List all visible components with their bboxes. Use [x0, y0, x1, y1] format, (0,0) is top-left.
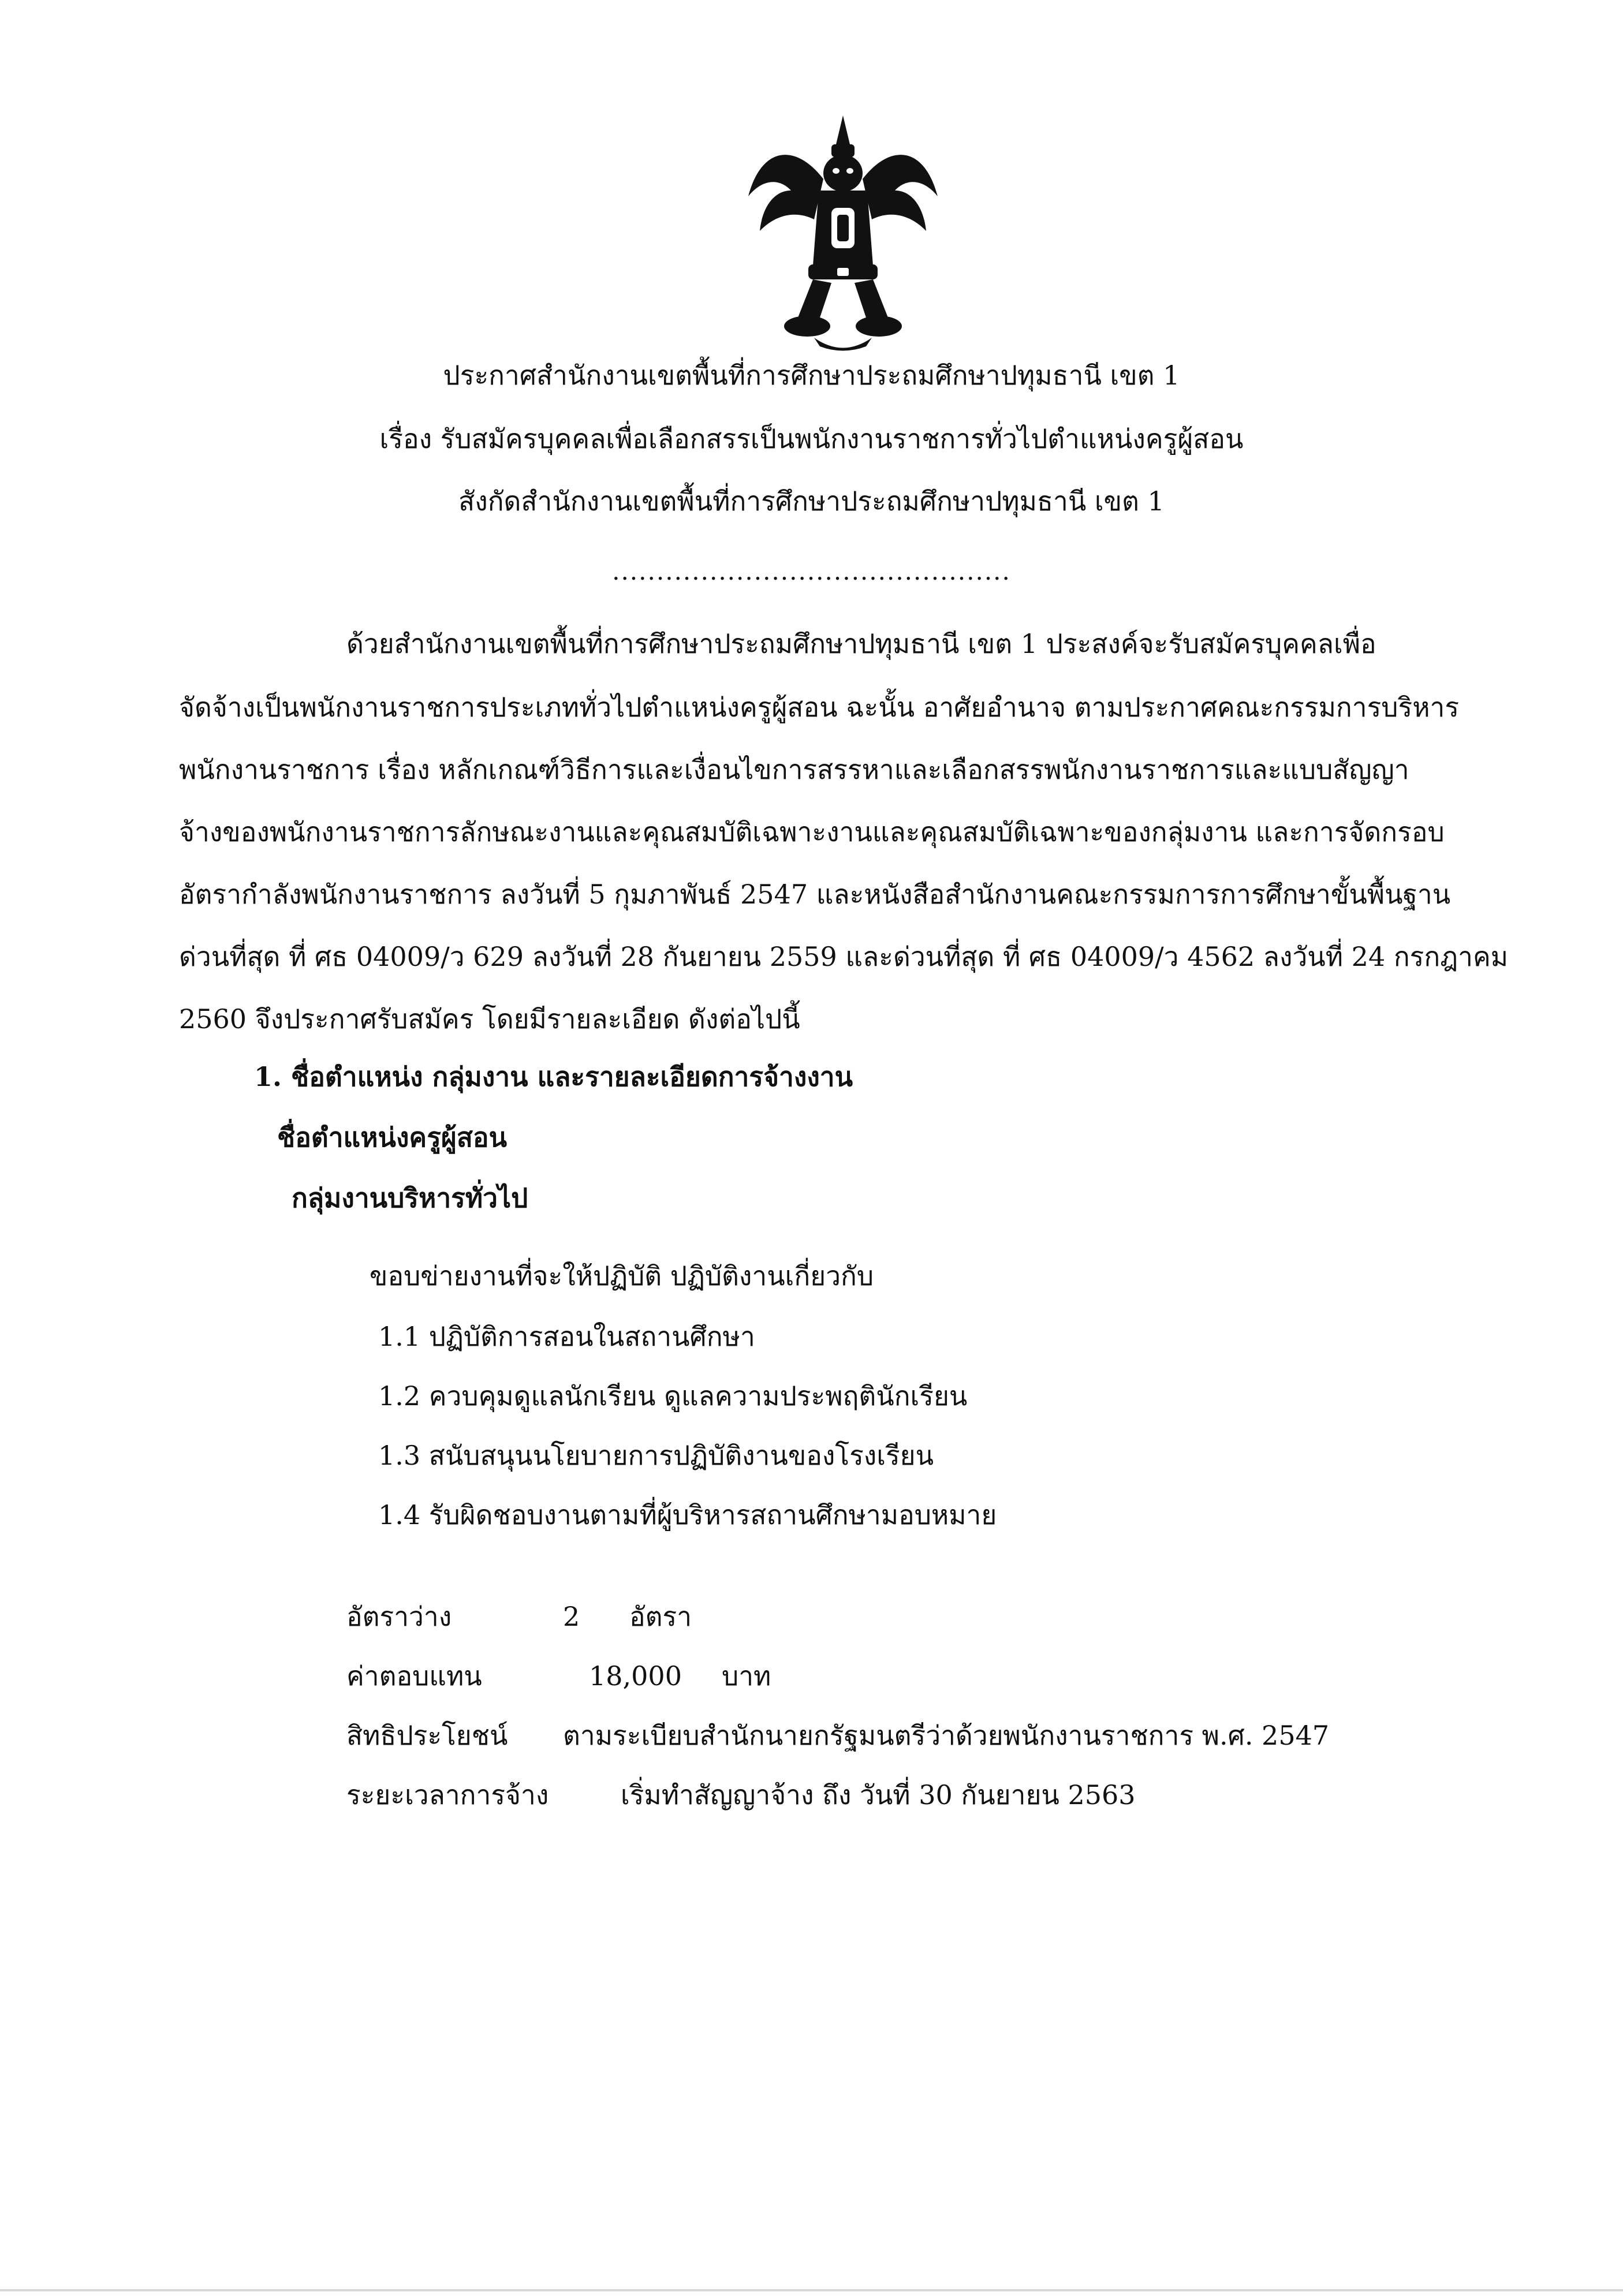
term-value: เริ่มทำสัญญาจ้าง ถึง วันที่ 30 กันยายน 2563 [621, 1779, 1136, 1810]
position-name: ชื่อตำแหน่งครูผู้สอน [277, 1122, 508, 1153]
body-line: ด้วยสำนักงานเขตพื้นที่การศึกษาประถมศึกษาปทุมธานี เขต 1 ประสงค์จะรับสมัครบุคคลเพื่อ [346, 628, 1376, 659]
garuda-emblem-icon [745, 110, 941, 352]
benefit-label: สิทธิประโยชน์ [346, 1720, 508, 1751]
pay-value: 18,000 [589, 1660, 682, 1692]
body-line: จ้างของพนักงานราชการลักษณะงานและคุณสมบัติเฉพาะงานและคุณสมบัติเฉพาะของกลุ่มงาน และการจัดกรอบ [179, 816, 1445, 848]
term-label: ระยะเวลาการจ้าง [346, 1779, 549, 1810]
section-heading: 1. ชื่อตำแหน่ง กลุ่มงาน และรายละเอียดการจ้างงาน [254, 1061, 853, 1092]
title-separator: ............................................. [612, 557, 1011, 585]
body-line: ด่วนที่สุด ที่ ศธ 04009/ว 629 ลงวันที่ 28 กันยายน 2559 และด่วนที่สุด ที่ ศธ 04009/ว 4562 ลงวันที่ 24 กรกฎาคม [179, 941, 1509, 972]
duty-item: 1.4 รับผิดชอบงานตามที่ผู้บริหารสถานศึกษามอบหมาย [378, 1499, 997, 1530]
duty-item: 1.3 สนับสนุนนโยบายการปฏิบัติงานของโรงเรียน [378, 1440, 934, 1471]
announcement-affiliation: สังกัดสำนักงานเขตพื้นที่การศึกษาประถมศึกษาปทุมธานี เขต 1 [458, 486, 1165, 517]
duty-item: 1.1 ปฏิบัติการสอนในสถานศึกษา [378, 1321, 755, 1352]
body-line: 2560 จึงประกาศรับสมัคร โดยมีรายละเอียด ดังต่อไปนี้ [179, 1003, 800, 1035]
vacancy-unit: อัตรา [629, 1601, 692, 1632]
scan-edge-divider [0, 2289, 1623, 2291]
vacancy-value: 2 [563, 1601, 580, 1632]
announcement-title: ประกาศสำนักงานเขตพื้นที่การศึกษาประถมศึกษาปทุมธานี เขต 1 [443, 360, 1180, 391]
vacancy-label: อัตราว่าง [346, 1601, 452, 1632]
scope-intro: ขอบข่ายงานที่จะให้ปฏิบัติ ปฏิบัติงานเกี่ยวกับ [370, 1260, 874, 1291]
pay-unit: บาท [722, 1660, 771, 1692]
duty-item: 1.2 ควบคุมดูแลนักเรียน ดูแลความประพฤตินักเรียน [378, 1380, 968, 1412]
pay-label: ค่าตอบแทน [346, 1660, 482, 1692]
work-group: กลุ่มงานบริหารทั่วไป [292, 1182, 528, 1214]
body-line: จัดจ้างเป็นพนักงานราชการประเภททั่วไปตำแหน่งครูผู้สอน ฉะนั้น อาศัยอำนาจ ตามประกาศคณะกรรมการบริหาร [179, 692, 1460, 723]
body-line: พนักงานราชการ เรื่อง หลักเกณฑ์วิธีการและเงื่อนไขการสรรหาและเลือกสรรพนักงานราชการและแบบสัญญา [179, 754, 1409, 785]
benefit-value: ตามระเบียบสำนักนายกรัฐมนตรีว่าด้วยพนักงานราชการ พ.ศ. 2547 [563, 1720, 1330, 1751]
announcement-subject: เรื่อง รับสมัครบุคคลเพื่อเลือกสรรเป็นพนักงานราชการทั่วไปตำแหน่งครูผู้สอน [379, 423, 1244, 454]
body-line: อัตรากำลังพนักงานราชการ ลงวันที่ 5 กุมภาพันธ์ 2547 และหนังสือสำนักงานคณะกรรมการการศึกษาขั้นพื้นฐาน [179, 879, 1451, 910]
